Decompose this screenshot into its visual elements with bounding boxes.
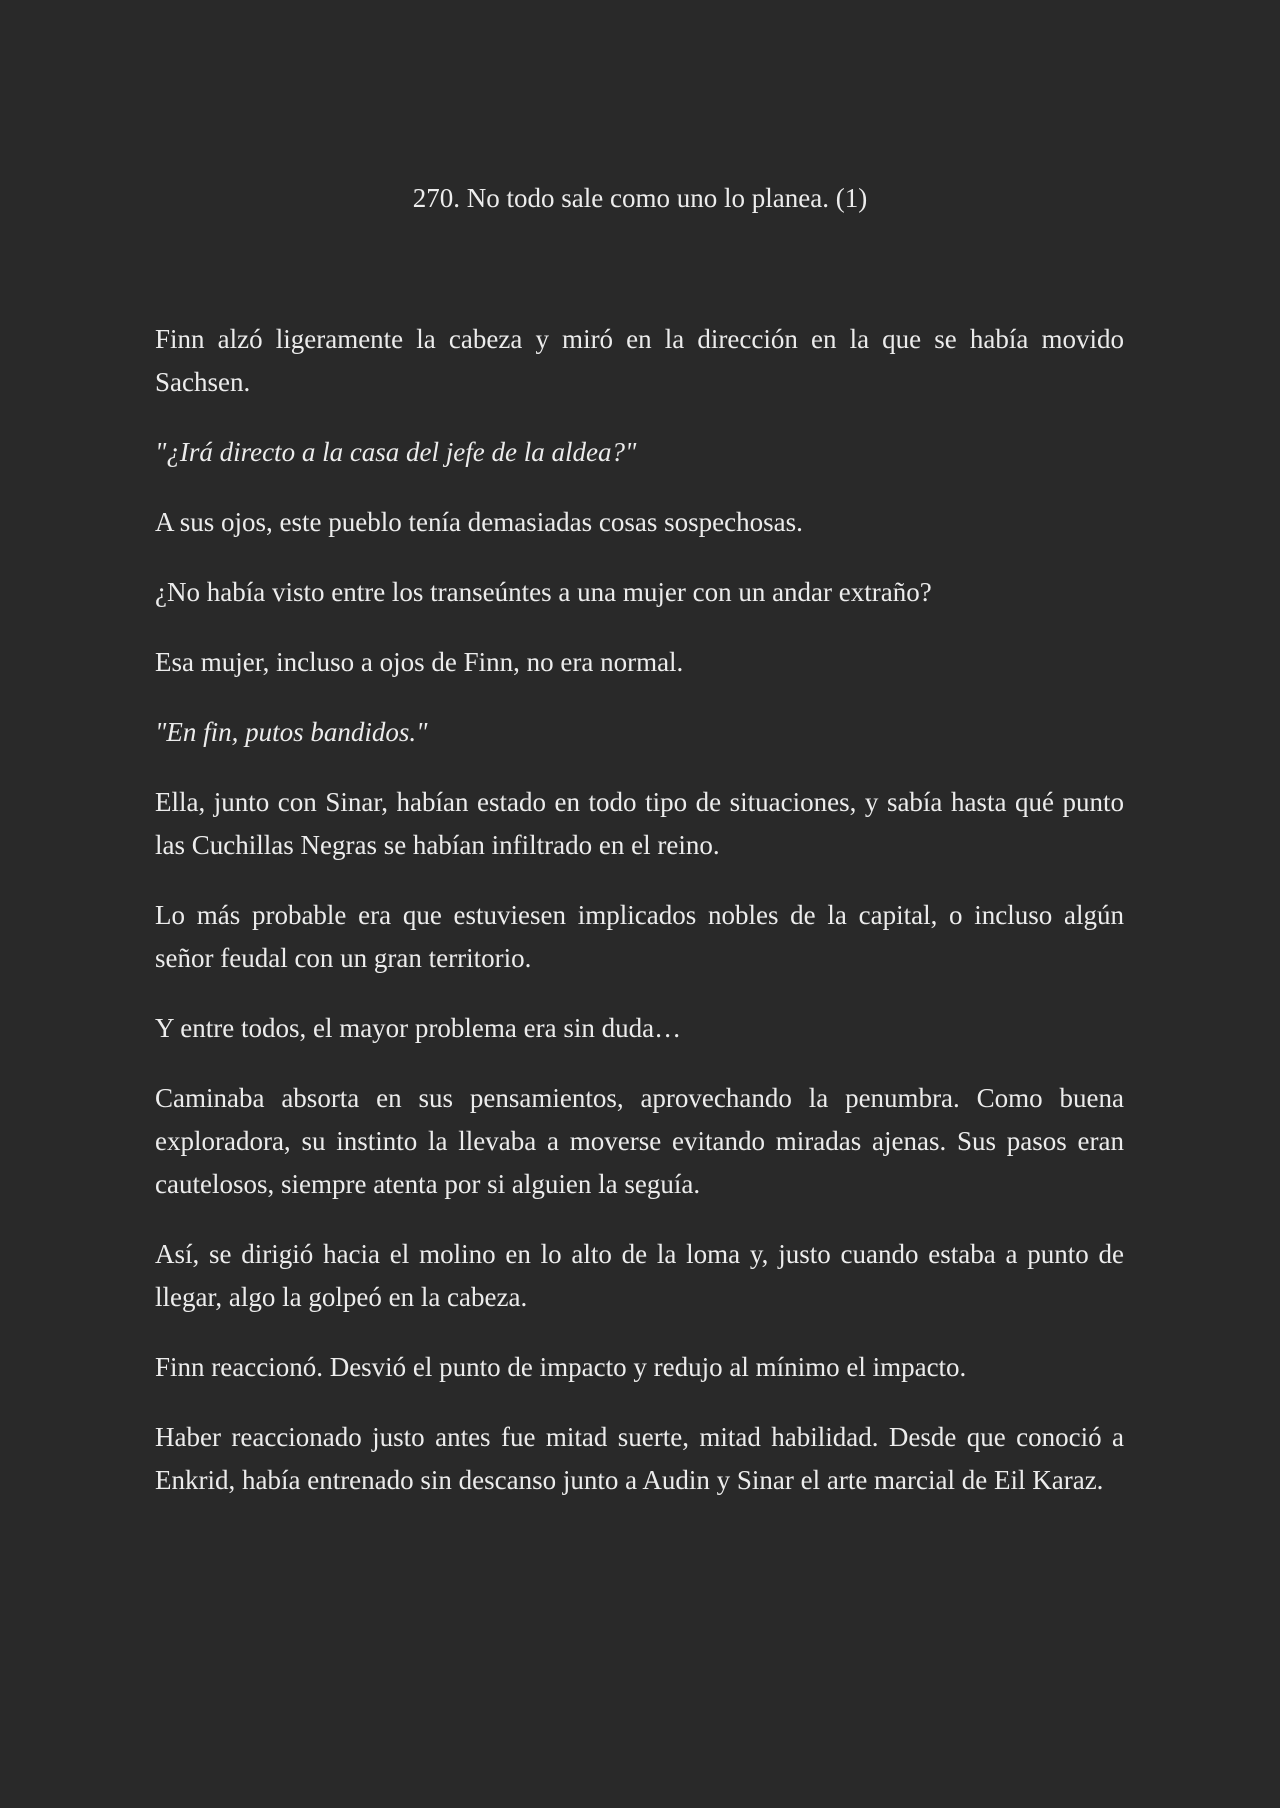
chapter-body <box>155 318 1124 1529</box>
paragraph: Finn alzó ligeramente la cabeza y miró en la dirección en la que se había movido Sachsen. <box>155 324 1124 397</box>
paragraph: Ella, junto con Sinar, habían estado en todo tipo de situaciones, y sabía hasta qué punto las Cuchillas Negras se habían infiltrado en el reino. <box>155 787 1124 860</box>
paragraph: Y entre todos, el mayor problema era sin duda… <box>155 1013 682 1043</box>
paragraph: Caminaba absorta en sus pensamientos, aprovechando la penumbra. Como buena exploradora, su instinto la llevaba a moverse evitando miradas ajenas. Sus pasos eran cautelosos, siempre atenta por si alguien la seguía. <box>155 1083 1124 1199</box>
paragraph: Haber reaccionado justo antes fue mitad suerte, mitad habilidad. Desde que conoció a Enkrid, había entrenado sin descanso junto a Audin y Sinar el arte marcial de Eil Karaz. <box>155 1422 1124 1495</box>
paragraph: A sus ojos, este pueblo tenía demasiadas cosas sospechosas. <box>155 507 803 537</box>
paragraph: Esa mujer, incluso a ojos de Finn, no era normal. <box>155 647 684 677</box>
paragraph: ¿No había visto entre los transeúntes a una mujer con un andar extraño? <box>155 577 932 607</box>
paragraph: Así, se dirigió hacia el molino en lo alto de la loma y, justo cuando estaba a punto de llegar, algo la golpeó en la cabeza. <box>155 1239 1124 1312</box>
dialogue-paragraph: "En fin, putos bandidos." <box>155 717 428 747</box>
chapter-title: 270. No todo sale como uno lo planea. (1) <box>412 183 868 213</box>
paragraph: Lo más probable era que estuviesen implicados nobles de la capital, o incluso algún señor feudal con un gran territorio. <box>155 900 1124 973</box>
dialogue-paragraph: "¿Irá directo a la casa del jefe de la aldea?" <box>155 437 637 467</box>
paragraph: Finn reaccionó. Desvió el punto de impacto y redujo al mínimo el impacto. <box>155 1352 967 1382</box>
